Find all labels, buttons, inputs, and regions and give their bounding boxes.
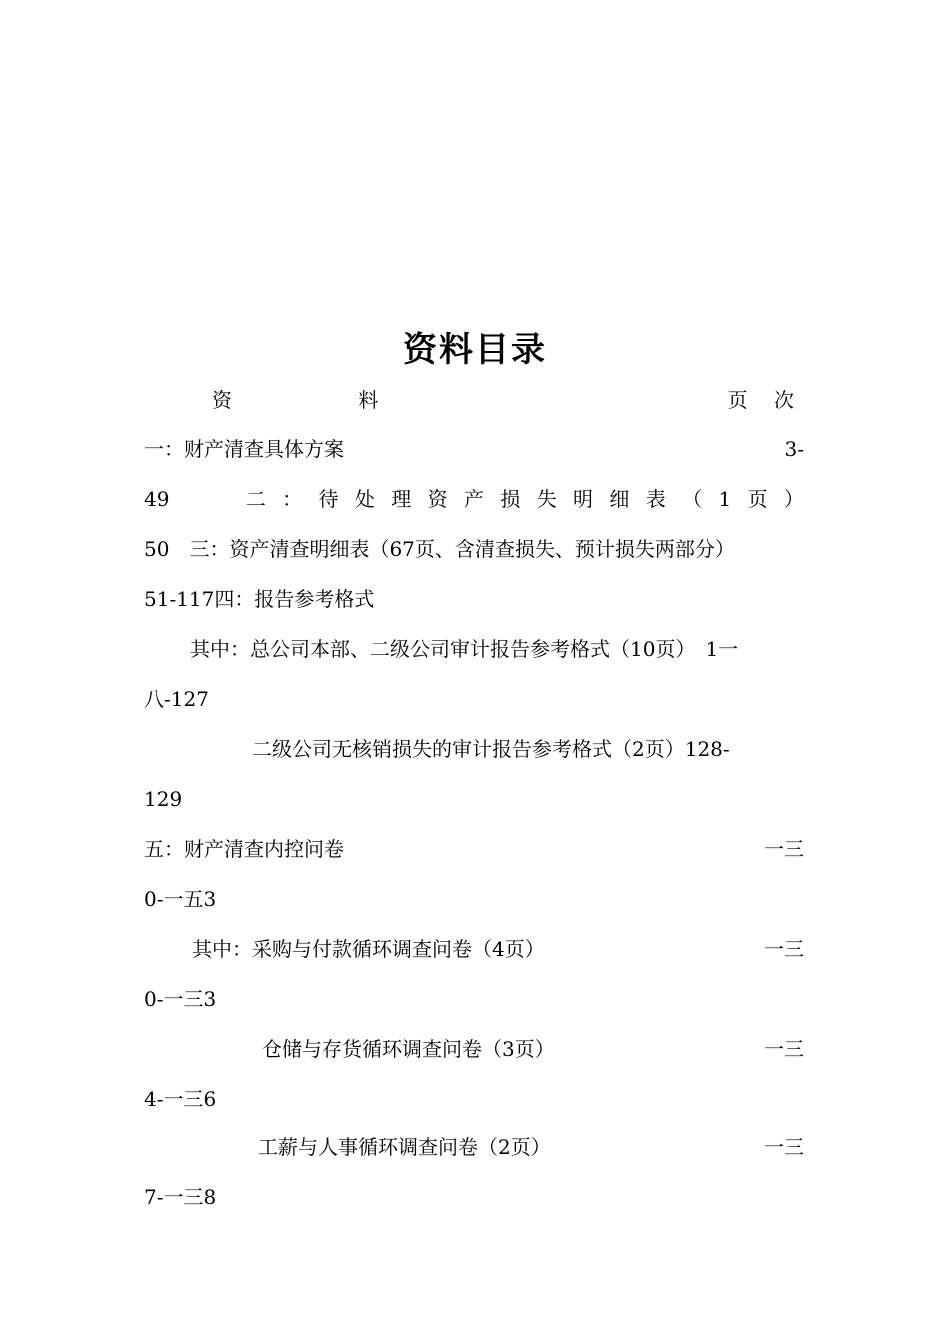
toc-line-2-char: （: [682, 487, 703, 511]
toc-line-11-page: 一三: [764, 937, 804, 961]
toc-line-2-char: 处: [354, 487, 375, 511]
toc-line-6: 八-127: [144, 687, 209, 711]
toc-line-2-char: 二: [245, 487, 266, 511]
toc-line-2-prefix: 49: [144, 487, 170, 511]
toc-line-2-char: ：: [282, 487, 303, 511]
toc-line-4: 51-117四：报告参考格式: [144, 587, 375, 611]
toc-line-2-char: 资: [427, 487, 448, 511]
toc-line-11-text: 其中：采购与付款循环调查问卷（4页）: [192, 937, 545, 961]
toc-line-2-char: 页: [747, 487, 768, 511]
toc-line-7: 二级公司无核销损失的审计报告参考格式（2页）128-: [252, 737, 730, 761]
toc-header: [144, 385, 804, 415]
toc-line-5: 其中：总公司本部、二级公司审计报告参考格式（10页） 1一: [190, 637, 739, 661]
toc-line-9-text: 五：财产清查内控问卷: [144, 837, 344, 861]
toc-line-1-text: 一：财产清查具体方案: [144, 437, 344, 461]
toc-line-2-char: 待: [318, 487, 339, 511]
toc-line-15: [258, 1132, 804, 1162]
toc-line-2-char: 失: [536, 487, 557, 511]
toc-line-13-page: 一三: [764, 1037, 804, 1061]
toc-line-8: 129: [144, 787, 183, 811]
toc-line-2: [144, 484, 804, 514]
toc-header-left: 资 料: [212, 388, 439, 412]
toc-line-2-char: 理: [391, 487, 412, 511]
toc-line-15-page: 一三: [764, 1135, 804, 1159]
toc-line-2-char: 细: [609, 487, 630, 511]
toc-line-13-text: 仓储与存货循环调查问卷（3页）: [262, 1037, 555, 1061]
toc-line-16: 7-一三8: [144, 1185, 217, 1209]
toc-line-2-char: 1: [718, 487, 732, 511]
toc-line-3: 50 三：资产清查明细表（67页、含清查损失、预计损失两部分）: [144, 537, 735, 561]
toc-line-15-text: 工薪与人事循环调查问卷（2页）: [258, 1135, 551, 1159]
toc-line-9: [144, 834, 804, 864]
toc-line-13: [262, 1034, 804, 1064]
toc-line-1: [144, 434, 804, 464]
toc-line-9-page: 一三: [764, 837, 804, 861]
toc-line-2-char: 表: [645, 487, 666, 511]
toc-line-14: 4-一三6: [144, 1087, 217, 1111]
toc-line-2-char: 明: [573, 487, 594, 511]
toc-line-2-char: 产: [463, 487, 484, 511]
toc-line-1-page: 3-: [784, 437, 804, 461]
toc-header-right: 页 次: [727, 388, 804, 412]
toc-line-10: 0-一五3: [144, 887, 217, 911]
toc-line-12: 0-一三3: [144, 987, 217, 1011]
toc-line-2-char: 损: [500, 487, 521, 511]
toc-line-2-char: ）: [783, 487, 804, 511]
toc-line-11: [192, 934, 804, 964]
page-title: 资料目录: [403, 330, 547, 370]
